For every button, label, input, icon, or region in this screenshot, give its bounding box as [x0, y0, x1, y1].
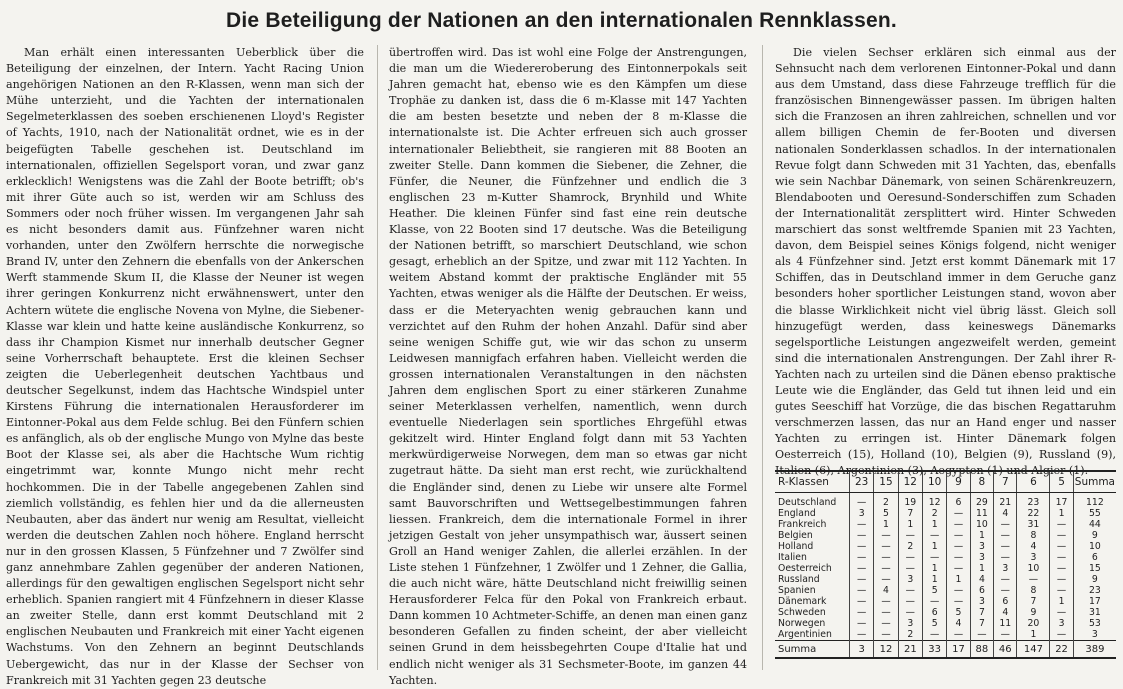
table-cell: 1 [922, 541, 946, 552]
table-cell: 22 [1017, 508, 1050, 519]
table-cell: 4 [994, 607, 1017, 618]
table-cell: 7 [970, 607, 993, 618]
class-header: 5 [1050, 471, 1073, 493]
table-cell: 19 [898, 493, 922, 509]
row-sum: 31 [1073, 607, 1116, 618]
column-total: 88 [970, 641, 993, 659]
grand-total: 389 [1073, 641, 1116, 659]
table-cell: — [850, 541, 874, 552]
text-column-2 [389, 45, 747, 689]
nation-name: Holland [778, 541, 814, 552]
table-cell: — [1050, 541, 1073, 552]
table-cell: — [874, 618, 898, 629]
table-cell: 17 [1050, 493, 1073, 509]
table-cell: 1 [1017, 629, 1050, 641]
table-cell: — [922, 552, 946, 563]
table-cell: — [947, 541, 970, 552]
nation-name: Deutschland [778, 497, 837, 508]
table-cell: 6 [994, 596, 1017, 607]
table-cell: — [1050, 585, 1073, 596]
column-total: 22 [1050, 641, 1073, 659]
table-cell: — [898, 596, 922, 607]
column-divider [762, 45, 763, 670]
text-column-3 [775, 45, 1116, 480]
table-cell: 21 [994, 493, 1017, 509]
table-cell: — [850, 552, 874, 563]
row-sum: 6 [1073, 552, 1116, 563]
class-header: 23 [850, 471, 874, 493]
table-cell: 11 [970, 508, 993, 519]
table-cell: 1 [970, 563, 993, 574]
table-cell: 1 [1050, 596, 1073, 607]
table-cell: 3 [970, 596, 993, 607]
nation-name: England [778, 508, 816, 519]
article-title: Die Beteiligung der Nationen an den internationalen Rennklassen. [226, 9, 897, 32]
table-cell: — [850, 519, 874, 530]
column-2-text: übertroffen wird. Das ist wohl eine Folge der Anstrengungen, die man um die Wiedereroberung des Eintonnerpokals seit Jahren gemacht hat, ebenso wie es den Kämpfen um diese Trophäe zu danken ist, dass die 6 m-Klasse mit 147 Yachten die am besten besetzte und neben der 8 m-Klasse die internationalste ist. Die Achter erfreuen sich auch grosser internationaler Beliebtheit, sie rangieren mit 88 Booten an zweiter Stelle. Dann kommen die Siebener, die Zehner, die Fünfer, die Neuner, die Fünfzehner und endlich die 3 englischen 23 m-Kutter Shamrock, Brynhild und White Heather. Die kleinen Fünfer sind fast eine rein deutsche Klasse, von 22 Booten sind 17 deutsche. Was die Beteiligung der Nationen betrifft, so marschiert Deutschland, wie schon gesagt, erheblich an der Spitze, und zwar mit 112 Yachten. In weitem Abstand kommt der praktische Engländer mit 55 Yachten, etwas weniger als die Hälfte der Deutschen. Er weiss, dass er die Meteryachten wenig gebrauchen kann und verzichtet auf den Ruhm der hohen Anzahl. Dafür sind aber seine wenigen Schiffe gut, wie wir das schon zu unserm Leidwesen mannigfach erfahren haben. Vielleicht werden die grossen internationalen Veranstaltungen in den nächsten Jahren dem englischen Sport zu einer stärkeren Zunahme seiner Meterklassen verhelfen, namentlich, wenn durch eventuelle Niederlagen sein sportliches Ehrgefühl etwas gekitzelt wird. Hinter England folgt dann mit 53 Yachten merkwürdigerweise Norwegen, dem man so etwas gar nicht zugetraut hätte. Da sieht man erst recht, wie zurückhaltend die Engländer sind, denen zu Liebe wir unsere alte Formel samt Bauvorschriften und Wettsegelbestimmungen fahren liessen. Frankreich, dem die internationale Formel in ihrer jetzigen Gestalt von jeher unsympathisch war, äussert seinen Groll an Hand weniger Zahlen, die allerlei erzählen. In der Liste stehen 1 Fünfzehner, 1 Zwölfer und 1 Zehner, die Gallia, die auch nicht wäre, hätte Deutschland nicht freiwillig seinen Herausforderer Felca für den Pokal von Frankreich erbaut. Dann kommen 10 Achtmeter-Schiffe, an denen man einen ganz besonderen Gefallen zu finden scheint, der aber vielleicht seinen Grund in dem heissbegehrten Coupe d'Italie hat und endlich nicht weniger als 31 Sechsmeter-Boote, im ganzen 44 Yachten. [389, 46, 747, 687]
table-cell: — [850, 596, 874, 607]
row-sum: 44 [1073, 519, 1116, 530]
table-cell: 5 [947, 607, 970, 618]
table-cell: — [994, 552, 1017, 563]
table-cell: 29 [970, 493, 993, 509]
table-cell: 2 [898, 629, 922, 641]
table-row [775, 629, 1116, 641]
class-header: 9 [947, 471, 970, 493]
nation-name: Norwegen [778, 618, 826, 629]
table-cell: 5 [922, 618, 946, 629]
column-total: 12 [874, 641, 898, 659]
table-header-label: R-Klassen [775, 471, 850, 493]
table-row [775, 596, 1116, 607]
table-cell: — [1050, 563, 1073, 574]
text-column-1 [6, 45, 364, 689]
table-cell: — [850, 493, 874, 509]
table-cell: 2 [922, 508, 946, 519]
sum-header: Summa [1073, 471, 1116, 493]
table-cell: 3 [970, 552, 993, 563]
table-cell: — [898, 607, 922, 618]
row-sum: 9 [1073, 574, 1116, 585]
nation-name: Schweden [778, 607, 826, 618]
table-cell: — [874, 596, 898, 607]
nation-name: Oesterreich [778, 563, 832, 574]
table-cell: 6 [922, 607, 946, 618]
table-cell: 3 [1017, 552, 1050, 563]
table-cell: 9 [1017, 607, 1050, 618]
column-total: 46 [994, 641, 1017, 659]
nation-name: Frankreich [778, 519, 827, 530]
column-1-text: Man erhält einen interessanten Ueberblick über die Beteiligung der einzelnen, der Intern. Yacht Racing Union angehörigen Nationen an den R-Klassen, wenn man sich der Mühe unterzieht, und die Yachten der internationalen Segelmeterklassen des soeben erschienenen Lloyd's Register of Yachts, 1910, nach der Nationalität ordnet, wie es in der beigefügten Tabelle geschehen ist. Deutschland im internationalen, offiziellen Segelsport voran, und zwar ganz erklecklich! Wenigstens was die Zahl der Boote betrifft; ob's mit ihrer Güte auch so ist, werden wir am Schluss des Sommers oder noch früher wissen. Im vergangenen Jahr sah es nicht besonders damit aus. Fünfzehner waren nicht vorhanden, unter den Zwölfern herrschte die norwegische Brand IV, unter den Zehnern die ebenfalls von der Ankerschen Werft stammende Skum II, die Klasse der Neuner ist wegen ihrer geringen Konkurrenz nicht erwähnenswert, unter den Achtern wütete die englische Novena von Mylne, die Siebener-Klasse war klein und hatte keine ausländische Konkurrenz, so dass ihr Champion Kismet nur innerhalb deutscher Gegner seine Vorherrschaft behauptete. Erst die kleinen Sechser zeigten die Ueberlegenheit deutschen Yachtbaus und deutscher Segelkunst, indem das Hachtsche Windspiel unter Kirstens Führung die internationalen Herausforderer im Eintonner-Pokal aus dem Felde schlug. Bei den Fünfern schien es anfänglich, als ob der englische Mungo von Mylne das beste Boot der Klasse sei, als aber die Hachtsche Wum richtig eingetrimmt war, konnte Mungo nicht mehr recht hochkommen. Die in der Tabelle angegebenen Zahlen sind ziemlich vollständig, es fehlen hier und da die allerneusten Neubauten, aber das ändert nur wenig am Resultat, vielleicht werden die deutschen Zahlen noch höhere. England herrscht nur in den grossen Klassen, 5 Fünfzehner und 7 Zwölfer sind ganz annehmbare Zahlen gegenüber der anderen Nationen, allerdings für den gewaltigen englischen Segelsport nicht sehr erheblich. Spanien rangiert mit 4 Fünfzehnern in dieser Klasse an zweiter Stelle, dann erst kommt Deutschland mit 2 englischen Neubauten und Frankreich mit einer Yacht eigenen Wachstums. Von den Zehnern an beginnt Deutschlands Uebergewicht, das nur in der Klasse der Sechser von Frankreich mit 31 Yachten gegen 23 deutsche [6, 46, 364, 687]
table-cell: — [850, 574, 874, 585]
table-cell: — [850, 530, 874, 541]
table-cell: 3 [850, 508, 874, 519]
table-cell: — [874, 552, 898, 563]
table-cell: 20 [1017, 618, 1050, 629]
table-cell: 2 [874, 493, 898, 509]
table-cell: 3 [1050, 618, 1073, 629]
table-row [775, 552, 1116, 563]
table-cell: — [947, 585, 970, 596]
table-row [775, 519, 1116, 530]
table-cell: 1 [1050, 508, 1073, 519]
table-cell: — [874, 607, 898, 618]
column-total: 33 [922, 641, 946, 659]
column-total: 17 [947, 641, 970, 659]
table-cell: 4 [1017, 541, 1050, 552]
table-cell: 3 [994, 563, 1017, 574]
row-sum: 23 [1073, 585, 1116, 596]
table-cell: 11 [994, 618, 1017, 629]
table-cell: — [994, 585, 1017, 596]
table-cell: 6 [947, 493, 970, 509]
table-row [775, 585, 1116, 596]
class-header: 7 [994, 471, 1017, 493]
column-total: 3 [850, 641, 874, 659]
row-sum: 55 [1073, 508, 1116, 519]
table-cell: — [898, 563, 922, 574]
table-cell: 8 [1017, 585, 1050, 596]
table-cell: — [850, 607, 874, 618]
row-sum: 112 [1073, 493, 1116, 509]
table-cell: 5 [922, 585, 946, 596]
table-cell: — [947, 508, 970, 519]
table-cell: — [1050, 519, 1073, 530]
table-cell: — [1050, 552, 1073, 563]
table-row [775, 530, 1116, 541]
table-cell: 2 [898, 541, 922, 552]
table-cell: 4 [947, 618, 970, 629]
table-cell: 3 [898, 618, 922, 629]
table-cell: — [874, 530, 898, 541]
table-cell: 5 [874, 508, 898, 519]
row-sum: 17 [1073, 596, 1116, 607]
table-cell: 4 [970, 574, 993, 585]
table-cell: — [1017, 574, 1050, 585]
table-cell: — [874, 629, 898, 641]
table-cell: — [1050, 574, 1073, 585]
table-footer-label: Summa [775, 641, 850, 659]
table-cell: 1 [922, 519, 946, 530]
table-cell: 1 [922, 574, 946, 585]
nation-name: Dänemark [778, 596, 827, 607]
table-cell: 8 [1017, 530, 1050, 541]
nation-name: Argentinien [778, 629, 832, 640]
table-cell: — [994, 574, 1017, 585]
table-cell: — [874, 574, 898, 585]
class-header: 10 [922, 471, 946, 493]
table-cell: — [947, 552, 970, 563]
row-sum: 10 [1073, 541, 1116, 552]
table-row [775, 541, 1116, 552]
table-cell: — [850, 618, 874, 629]
table-cell: 1 [970, 530, 993, 541]
table-cell: 1 [922, 563, 946, 574]
table-cell: — [1050, 607, 1073, 618]
table-cell: — [850, 563, 874, 574]
table-cell: — [922, 530, 946, 541]
table-cell: — [874, 541, 898, 552]
table-cell: 4 [994, 508, 1017, 519]
table-cell: 4 [874, 585, 898, 596]
class-header: 6 [1017, 471, 1050, 493]
table-cell: — [947, 596, 970, 607]
column-3-text: Die vielen Sechser erklären sich einmal aus der Sehnsucht nach dem verlorenen Eintonner-Pokal und dann aus dem Umstand, dass diese Fahrzeuge trefflich für die französischen Binnengewässer passen. Im übrigen halten sich die Franzosen an ihren zahlreichen, schnellen und vor allem billigen Chemin de fer-Booten und diversen nationalen Sonderklassen schadlos. In der internationalen Revue folgt dann Schweden mit 31 Yachten, das, ebenfalls wie sein Nachbar Dänemark, von seinen Schärenkreuzern, Blendabooten und Oeresund-Sonderschiffen zum Schaden der Internationalität zersplittert wird. Hinter Schweden marschiert das sonst weltfremde Spanien mit 23 Yachten, davon, dem Beispiel seines Königs folgend, nicht weniger als 4 Fünfzehner sind. Jetzt erst kommt Dänemark mit 17 Schiffen, das in Deutschland immer in dem Geruche ganz besonders hoher sportlicher Leistungen stand, wovon aber die blasse Wirklichkeit nicht viel übrig lässt. Gleich soll hinzugefügt werden, dass keineswegs Dänemarks segelsportliche Leistungen angezweifelt werden, gemeint sind die internationalen Anstrengungen. Der Zahl ihrer R-Yachten nach zu urteilen sind die Dänen ebenso praktische Leute wie die Engländer, das Geld tut ihnen leid und ein gutes Seeschiff hat Vorzüge, die das bischen Regattaruhm verschmerzen lassen, das nur an Hand enger und nasser Yachten zu erringen ist. Hinter Dänemark folgen Oesterreich (15), Holland (10), Belgien (9), Russland (9), Italien (6), Argentinien (3), Aegypten (1) und Algier (1). [775, 46, 1116, 478]
table-cell: 3 [898, 574, 922, 585]
table-cell: — [970, 629, 993, 641]
column-divider [377, 45, 378, 670]
table-cell: — [850, 585, 874, 596]
table-cell: — [874, 563, 898, 574]
table-cell: — [994, 530, 1017, 541]
table-row [775, 607, 1116, 618]
table-cell: — [898, 552, 922, 563]
nation-name: Italien [778, 552, 807, 563]
statistics-table [775, 470, 1116, 659]
row-sum: 3 [1073, 629, 1116, 641]
table-cell: — [1050, 530, 1073, 541]
table-cell: — [898, 585, 922, 596]
table-cell: — [947, 530, 970, 541]
class-header: 15 [874, 471, 898, 493]
row-sum: 15 [1073, 563, 1116, 574]
table-cell: — [947, 563, 970, 574]
column-total: 147 [1017, 641, 1050, 659]
column-total: 21 [898, 641, 922, 659]
table-cell: — [994, 541, 1017, 552]
table-cell: 23 [1017, 493, 1050, 509]
table-cell: — [850, 629, 874, 641]
table-cell: 12 [922, 493, 946, 509]
class-header: 8 [970, 471, 993, 493]
nation-name: Belgien [778, 530, 813, 541]
nation-name: Russland [778, 574, 820, 585]
table-cell: 31 [1017, 519, 1050, 530]
table-row [775, 563, 1116, 574]
table-cell: 1 [874, 519, 898, 530]
table-cell: — [1050, 629, 1073, 641]
table-cell: 7 [1017, 596, 1050, 607]
row-sum: 9 [1073, 530, 1116, 541]
table-row [775, 574, 1116, 585]
table-cell: — [898, 530, 922, 541]
table-row [775, 493, 1116, 509]
table-cell: 10 [970, 519, 993, 530]
table-cell: — [994, 629, 1017, 641]
table-cell: 7 [898, 508, 922, 519]
table-row [775, 508, 1116, 519]
table-cell: — [922, 629, 946, 641]
table-cell: — [947, 629, 970, 641]
table-cell: 1 [898, 519, 922, 530]
table-cell: 10 [1017, 563, 1050, 574]
row-sum: 53 [1073, 618, 1116, 629]
table-cell: — [922, 596, 946, 607]
table-row [775, 618, 1116, 629]
class-header: 12 [898, 471, 922, 493]
table-cell: 7 [970, 618, 993, 629]
table-cell: — [947, 519, 970, 530]
table-cell: 3 [970, 541, 993, 552]
table-cell: — [994, 519, 1017, 530]
table-cell: 1 [947, 574, 970, 585]
nation-name: Spanien [778, 585, 816, 596]
table-cell: 6 [970, 585, 993, 596]
